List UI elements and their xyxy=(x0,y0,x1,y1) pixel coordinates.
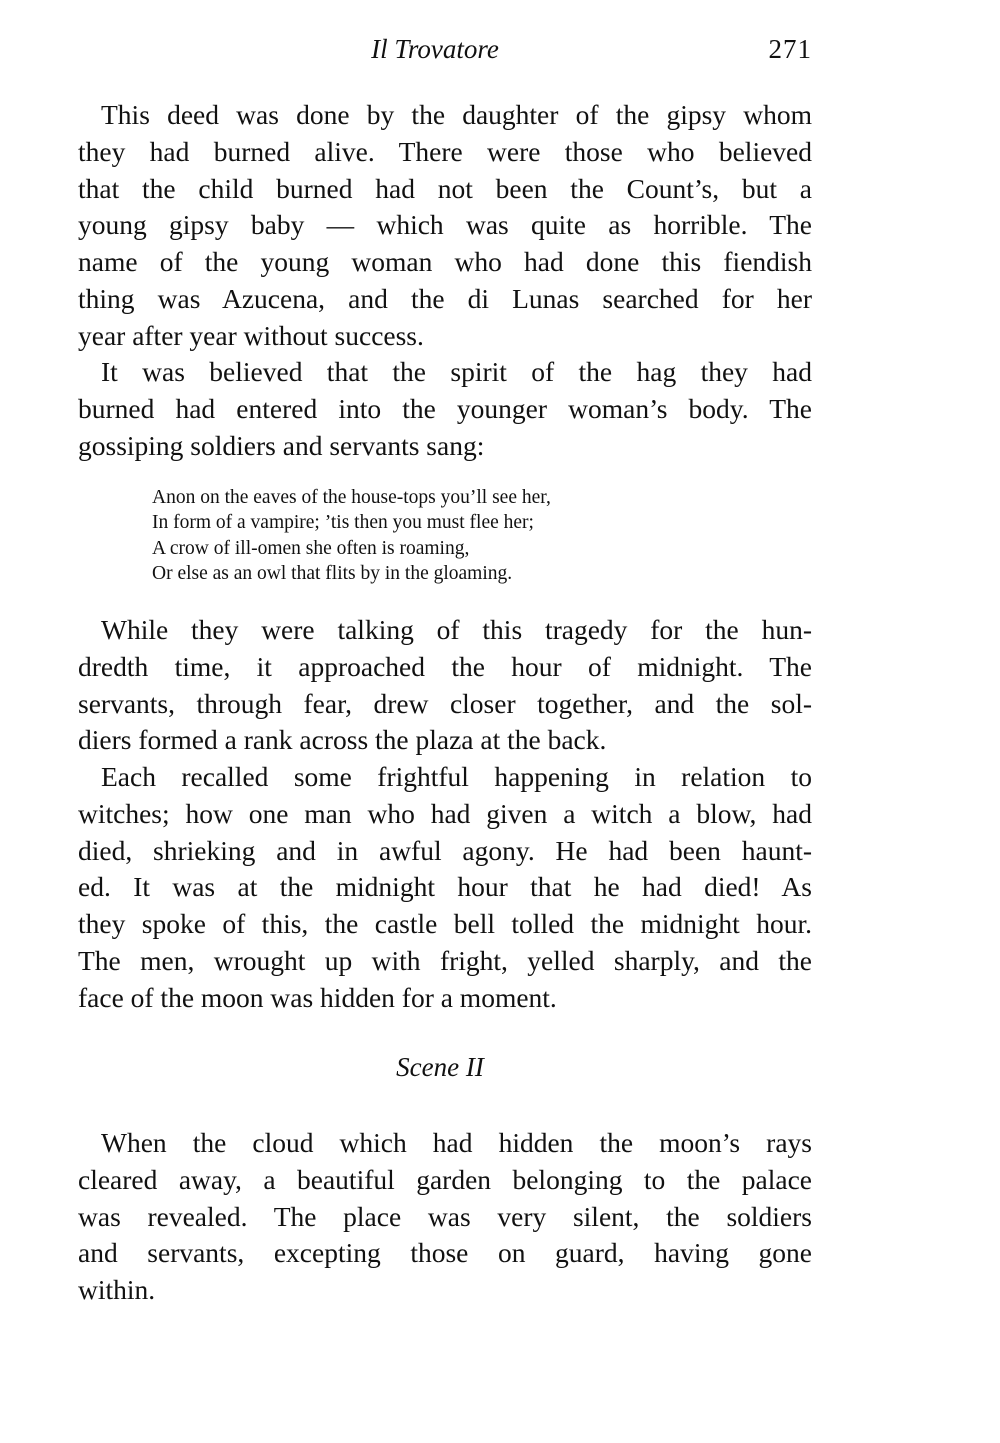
text-line: and servants, excepting those on guard, having gone xyxy=(78,1237,812,1269)
text-line: died, shrieking and in awful agony. He had been haunt- xyxy=(78,834,812,866)
running-header-title: Il Trovatore xyxy=(371,34,499,64)
text-line: they had burned alive. There were those who believed xyxy=(78,135,812,167)
text-line: cleared away, a beautiful garden belonging to the palace xyxy=(78,1163,812,1195)
text-line: diers formed a rank across the plaza at the back. xyxy=(78,724,607,756)
text-line: burned had entered into the younger woman’s body. The xyxy=(78,392,812,424)
text-line: thing was Azucena, and the di Lunas searched for her xyxy=(78,282,812,314)
text-line: The men, wrought up with fright, yelled sharply, and the xyxy=(78,944,812,976)
paragraph xyxy=(78,759,812,1017)
poem-line: Anon on the eaves of the house-tops you’ll see her, xyxy=(152,487,551,508)
text-line: This deed was done by the daughter of the gipsy whom xyxy=(101,99,812,130)
paragraph xyxy=(78,612,812,759)
text-line: witches; how one man who had given a witch a blow, had xyxy=(78,797,812,829)
paragraph xyxy=(78,97,812,355)
text-line: young gipsy baby — which was quite as horrible. The xyxy=(78,209,812,241)
text-line: face of the moon was hidden for a moment. xyxy=(78,981,557,1013)
text-line: year after year without success. xyxy=(78,319,424,351)
text-line: within. xyxy=(78,1274,156,1306)
text-line: ed. It was at the midnight hour that he had died! As xyxy=(78,871,812,903)
paragraph xyxy=(78,1125,812,1309)
text-line: Each recalled some frightful happening in relation to xyxy=(101,761,812,792)
text-line: servants, through fear, drew closer together, and the sol- xyxy=(78,687,812,719)
poem-line: Or else as an owl that flits by in the gloaming. xyxy=(152,562,513,584)
text-line: dredth time, it approached the hour of midnight. The xyxy=(78,650,812,682)
text-line: It was believed that the spirit of the hag they had xyxy=(101,356,812,387)
page-number: 271 xyxy=(768,34,812,64)
text-line: that the child burned had not been the Count’s, but a xyxy=(78,172,812,204)
poem-line: In form of a vampire; ’tis then you must flee her; xyxy=(152,512,534,534)
poem-verse xyxy=(152,485,551,586)
poem-line: A crow of ill-omen she often is roaming, xyxy=(152,537,470,559)
paragraph xyxy=(78,354,812,464)
text-line: was revealed. The place was very silent, the soldiers xyxy=(78,1200,812,1232)
text-line: they spoke of this, the castle bell tolled the midnight hour. xyxy=(78,908,812,940)
text-line: name of the young woman who had done this fiendish xyxy=(78,246,812,278)
text-line: When the cloud which had hidden the moon’s rays xyxy=(101,1127,812,1158)
text-line: While they were talking of this tragedy for the hun- xyxy=(101,614,812,645)
scene-heading: Scene II xyxy=(396,1052,484,1082)
text-line: gossiping soldiers and servants sang: xyxy=(78,429,485,461)
